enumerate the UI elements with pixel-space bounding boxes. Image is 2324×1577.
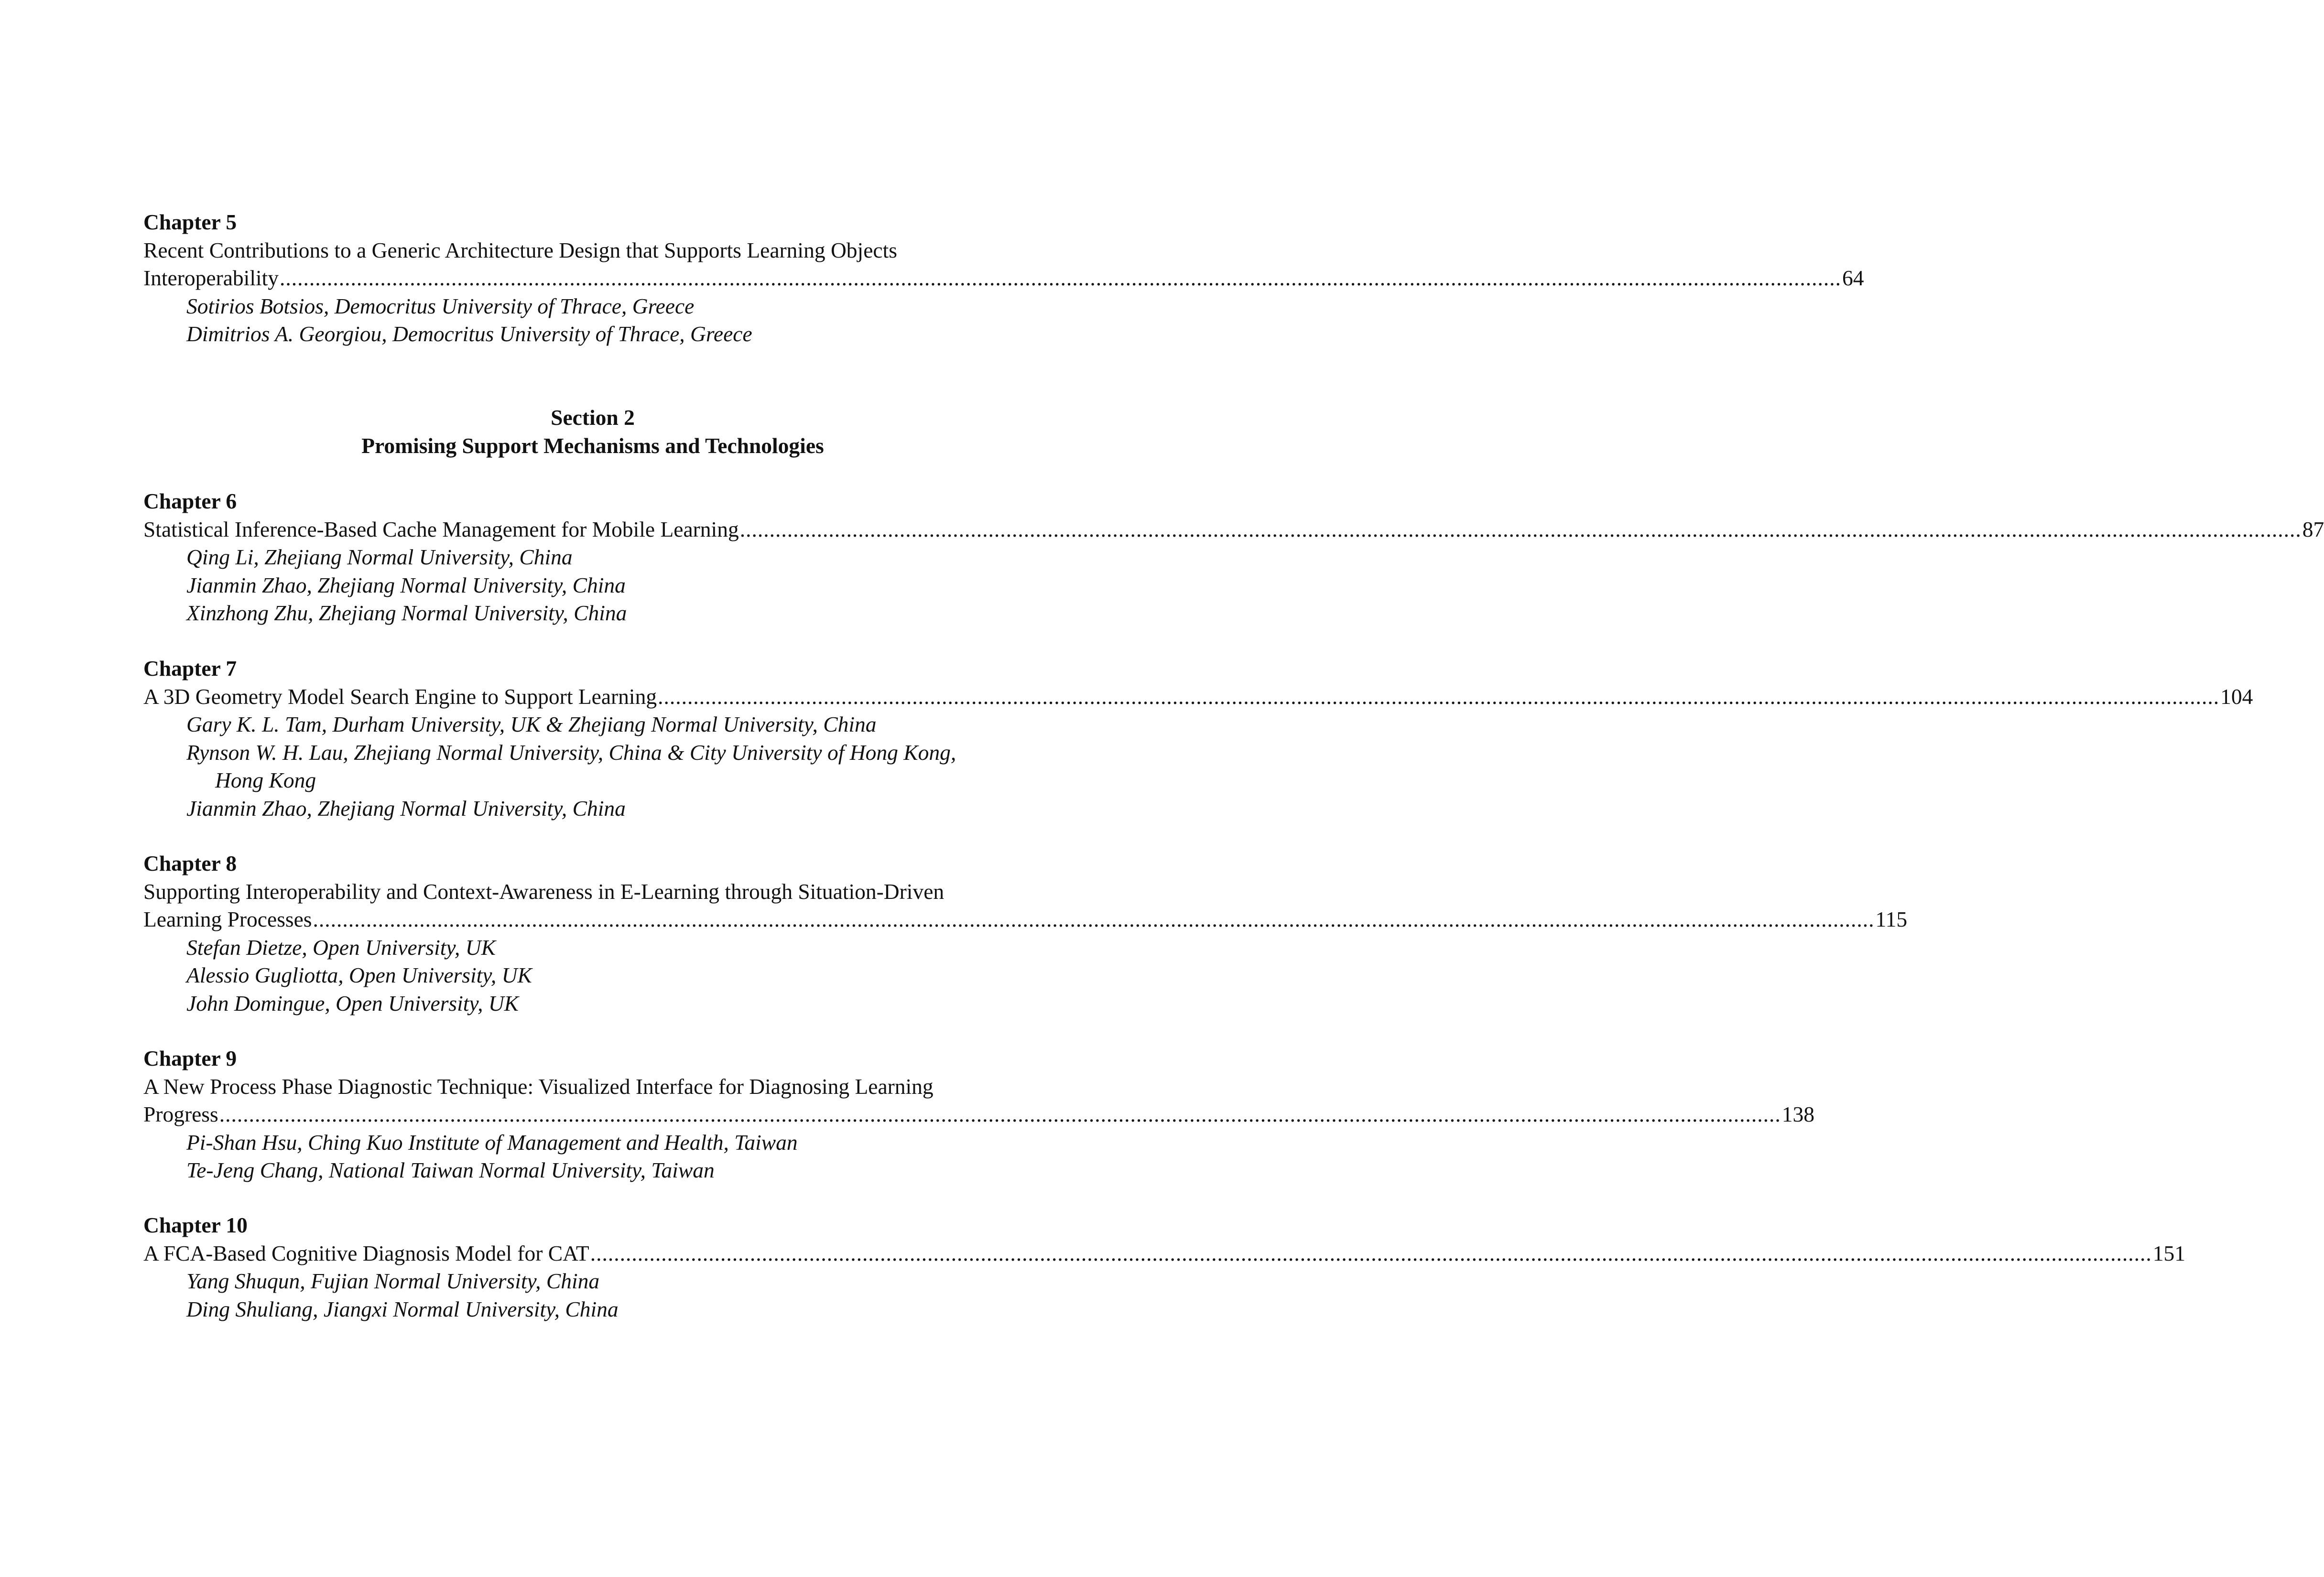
toc-leader-line [143, 516, 2324, 544]
page-number: 104 [2220, 684, 2253, 709]
author-line: Ding Shuliang, Jiangxi Normal University, China [186, 1296, 619, 1321]
chapter-title: A 3D Geometry Model Search Engine to Support Learning [143, 684, 657, 709]
chapter-label: Chapter 10 [143, 1213, 248, 1237]
author-line: Sotirios Botsios, Democritus University of Thrace, Greece [186, 293, 695, 318]
author-line: Rynson W. H. Lau, Zhejiang Normal University, China & City University of Hong Kong, [186, 740, 956, 765]
page-number: 115 [1875, 907, 1908, 931]
page-number: 64 [1842, 266, 1864, 290]
toc-entry-chapter-9 [143, 1045, 1814, 1185]
dot-leader: ........................................................................................................................................................................................................................................................................ [219, 1102, 1781, 1126]
page-number: 87 [2302, 517, 2324, 541]
page-number: 151 [2152, 1241, 2185, 1265]
toc-entry-chapter-6 [143, 487, 2324, 627]
author-line: Qing Li, Zhejiang Normal University, China [186, 545, 573, 569]
dot-leader: ........................................................................................................................................................................................................................................................................ [658, 684, 2220, 709]
author-line: Alessio Gugliotta, Open University, UK [186, 963, 532, 987]
toc-leader-line [143, 264, 1864, 292]
section-heading [143, 404, 1042, 460]
author-line: John Domingue, Open University, UK [186, 991, 519, 1015]
author-line: Stefan Dietze, Open University, UK [186, 935, 496, 960]
author-line: Jianmin Zhao, Zhejiang Normal University, China [186, 796, 626, 821]
toc-entry-chapter-5 [143, 208, 1864, 348]
chapter-label: Chapter 6 [143, 489, 237, 513]
toc-leader-line [143, 906, 1908, 934]
author-line: Jianmin Zhao, Zhejiang Normal University, China [186, 572, 626, 597]
toc-entry-chapter-10 [143, 1211, 2185, 1323]
dot-leader: ........................................................................................................................................................................................................................................................................ [590, 1241, 2152, 1265]
chapter-title: A FCA-Based Cognitive Diagnosis Model for CAT [143, 1241, 589, 1265]
chapter-label: Chapter 5 [143, 210, 237, 234]
chapter-title-continued: Learning Processes [143, 907, 312, 931]
chapter-title: Recent Contributions to a Generic Architecture Design that Supports Learning Objects [143, 238, 897, 262]
dot-leader: ........................................................................................................................................................................................................................................................................ [739, 517, 2302, 541]
toc-entry-chapter-8 [143, 850, 1908, 1017]
chapter-title: Statistical Inference-Based Cache Management for Mobile Learning [143, 517, 739, 541]
toc-leader-line [143, 1101, 1814, 1129]
chapter-label: Chapter 9 [143, 1046, 237, 1070]
author-line: Te-Jeng Chang, National Taiwan Normal University, Taiwan [186, 1158, 715, 1182]
chapter-title: A New Process Phase Diagnostic Technique: Visualized Interface for Diagnosing Learning [143, 1074, 934, 1099]
dot-leader: ........................................................................................................................................................................................................................................................................ [313, 907, 1875, 931]
dot-leader: ........................................................................................................................................................................................................................................................................ [280, 266, 1841, 290]
toc-entry-chapter-7 [143, 655, 2253, 822]
toc-leader-line [143, 683, 2253, 711]
toc-leader-line [143, 1240, 2185, 1268]
page-number: 138 [1781, 1102, 1814, 1126]
author-line: Yang Shuqun, Fujian Normal University, China [186, 1269, 600, 1293]
chapter-title-continued: Interoperability [143, 266, 279, 290]
author-line: Dimitrios A. Georgiou, Democritus University of Thrace, Greece [186, 322, 752, 346]
author-line: Gary K. L. Tam, Durham University, UK & Zhejiang Normal University, China [186, 712, 877, 736]
chapter-label: Chapter 8 [143, 851, 237, 875]
author-line: Xinzhong Zhu, Zhejiang Normal University, China [186, 601, 627, 625]
chapter-title-continued: Progress [143, 1102, 218, 1126]
chapter-label: Chapter 7 [143, 656, 237, 680]
author-line: Pi-Shan Hsu, Ching Kuo Institute of Management and Health, Taiwan [186, 1130, 798, 1155]
section-label: Section 2 [551, 405, 635, 430]
section-title: Promising Support Mechanisms and Technologies [361, 433, 824, 458]
author-line-continued: Hong Kong [215, 768, 316, 792]
chapter-title: Supporting Interoperability and Context-Awareness in E-Learning through Situation-Driven [143, 879, 945, 904]
